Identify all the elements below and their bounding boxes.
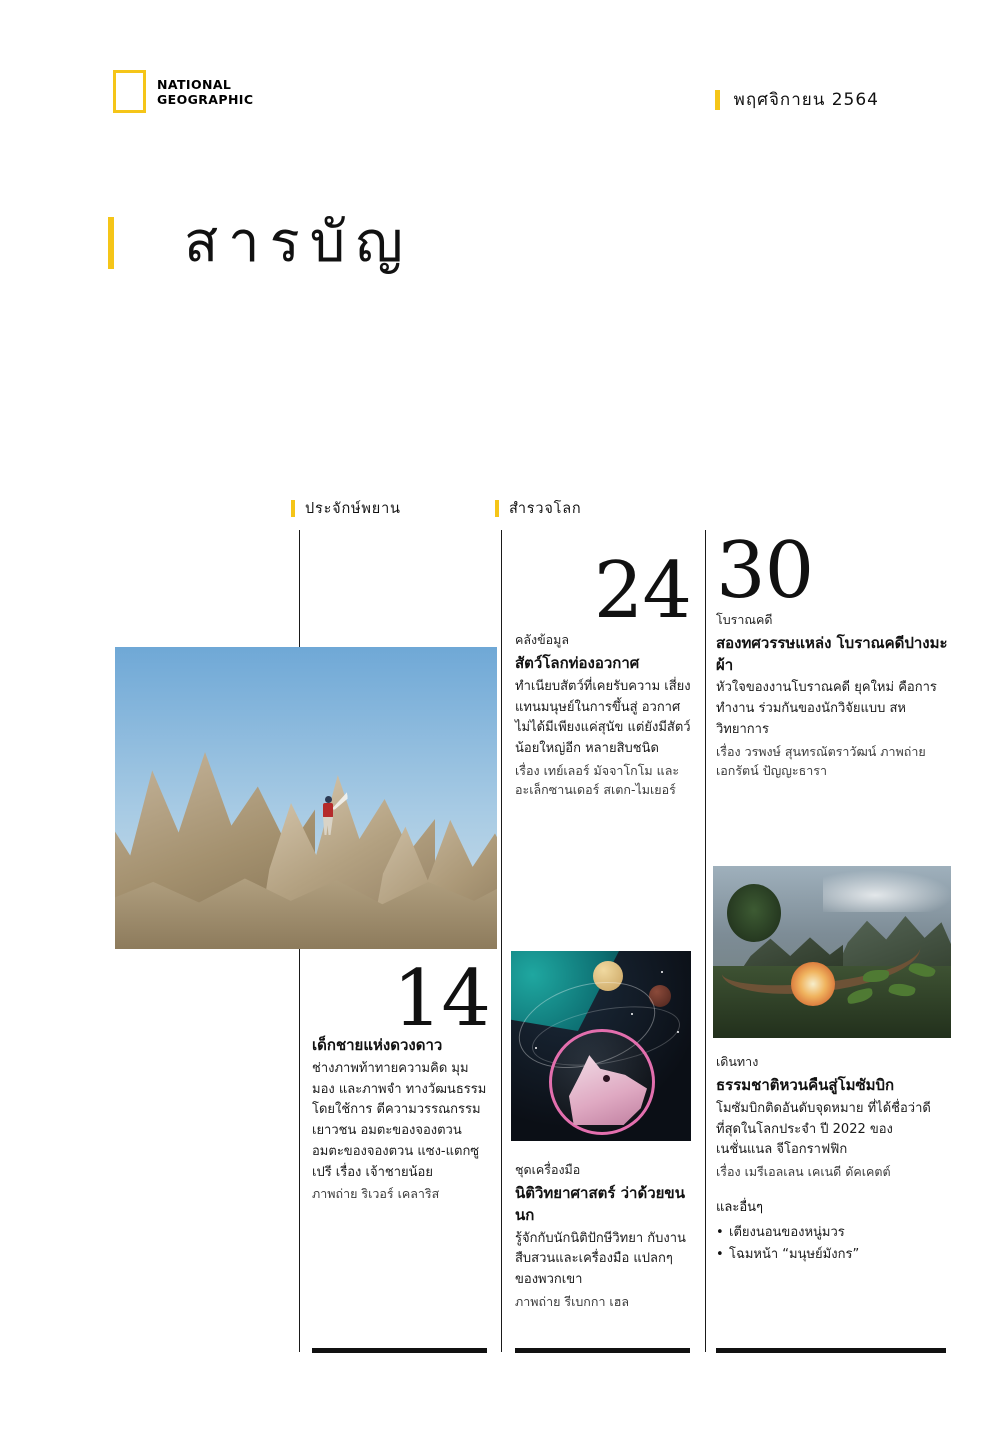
entry-body: รู้จักกับนักนิติปักษีวิทยา กับงานสืบสวนและเครื่องมือ แปลกๆ ของพวกเขา (515, 1230, 686, 1288)
list-item[interactable]: • โฉมหน้า “มนุษย์มังกร” (716, 1244, 948, 1267)
entry-toolkit[interactable] (515, 1154, 691, 1311)
entry-30[interactable] (716, 526, 948, 781)
entry-headline: สัตว์โลกท่องอวกาศ (515, 653, 640, 672)
star-icon (535, 1047, 537, 1049)
column-footer-rule (716, 1348, 946, 1353)
entry-travel[interactable] (716, 1046, 948, 1267)
entry-body: หัวใจของงานโบราณคดี ยุคใหม่ คือการทำงาน ร่วมกันของนักวิจัยแบบ สหวิทยาการ (716, 680, 937, 738)
entry-label: โบราณคดี (716, 611, 773, 627)
entry-credit: เรื่อง เมรีเอลเลน เคเนดี ดัคเคตต์ (716, 1164, 891, 1180)
accent-bar-icon (108, 217, 114, 269)
person-figure (320, 793, 336, 837)
legs-shape (323, 817, 333, 835)
section-kicker-witness (291, 497, 401, 520)
issue-date-label: พฤศจิกายน 2564 (733, 90, 879, 110)
space-dog-illustration (511, 951, 691, 1141)
column-divider (501, 530, 502, 1352)
section-kicker-explore (495, 497, 581, 520)
entry-14[interactable] (312, 954, 490, 1204)
more-list (716, 1222, 948, 1268)
page-title-label: สารบัญ (184, 210, 413, 275)
national-geographic-logo (113, 70, 263, 114)
entry-body: ทำเนียบสัตว์ที่เคยรับความ เสี่ยงแทนมนุษย์ในการขึ้นสู่ อวกาศ ไม่ได้มีเพียงแค่สุนัข แต่ยังมีสัตว์น้อยใหญ่อีก หลายสิบชนิด (515, 678, 691, 757)
more-section-label: และอื่นๆ (716, 1199, 764, 1215)
entry-headline: เด็กชายแห่งดวงดาว (312, 1035, 443, 1054)
entry-label: คลังข้อมูล (515, 631, 570, 647)
dog-eye (603, 1075, 610, 1082)
entry-credit: เรื่อง เทย์เลอร์ มัจจาโกโม และอะเล็กซานเดอร์ สเตก-ไมเยอร์ (515, 762, 680, 798)
page-number: 30 (716, 526, 814, 616)
column-footer-rule (515, 1348, 690, 1353)
head-shape (325, 796, 332, 803)
column-divider (705, 530, 706, 1352)
entry-headline: ธรรมชาติหวนคืนสู่โมซัมบิก (716, 1076, 895, 1094)
entry-headline: นิติวิทยาศาสตร์ ว่าด้วยขนนก (515, 1184, 685, 1224)
accent-bar-icon (495, 500, 499, 517)
torso-shape (323, 803, 333, 818)
star-icon (677, 1031, 679, 1033)
star-icon (631, 1013, 633, 1015)
list-item[interactable]: • เตียงนอนของหนู่มวร (716, 1222, 948, 1245)
entry-24[interactable] (515, 546, 691, 800)
star-icon (661, 971, 663, 973)
accent-bar-icon (291, 500, 295, 517)
entry-credit: เรื่อง วรพงษ์ สุนทรณัตราวัฒน์ ภาพถ่าย เอกรัตน์ ปัญญะธารา (716, 743, 926, 779)
jungle-flower-photo (713, 866, 951, 1038)
page-number: 24 (593, 546, 691, 636)
entry-label: เดินทาง (716, 1054, 759, 1069)
logo-line-2: GEOGRAPHIC (157, 92, 254, 107)
entry-credit: ภาพถ่าย ริเวอร์ เคลาริส (312, 1186, 440, 1202)
yellow-rectangle-icon (113, 70, 146, 113)
flower-bloom (791, 962, 835, 1006)
page-title (108, 210, 413, 275)
entry-label: ชุดเครื่องมือ (515, 1162, 581, 1177)
page-number: 14 (392, 954, 490, 1044)
column-footer-rule (312, 1348, 487, 1353)
accent-bar-icon (715, 90, 720, 110)
entry-body: โมซัมบิกติดอันดับจุดหมาย ที่ได้ชื่อว่าดีที่สุดในโลกประจำ ปี 2022 ของเนชั่นแนล จีโอกราฟฟิก (716, 1100, 931, 1158)
cloud-layer (823, 870, 951, 912)
entry-credit: ภาพถ่าย รีเบกกา เฮล (515, 1293, 629, 1309)
entry-headline: สองทศวรรษแหล่ง โบราณคดีปางมะผ้า (716, 633, 948, 674)
logo-line-1: NATIONAL (157, 77, 232, 92)
section-kicker-label: สำรวจโลก (509, 501, 582, 517)
section-kicker-label: ประจักษ์พยาน (305, 501, 401, 517)
logo-text (157, 77, 253, 107)
rock-pinnacle-photo (115, 647, 497, 949)
entry-body: ช่างภาพท้าทายความคิด มุมมอง และภาพจำ ทางวัฒนธรรม โดยใช้การ ตีความวรรณกรรมเยาวชน อมตะของจองตวน อมตะของจองตวน แซง-แตกซูเปรี เรื่อง เจ้าชายน้อย (312, 1060, 487, 1180)
issue-date (715, 86, 879, 113)
